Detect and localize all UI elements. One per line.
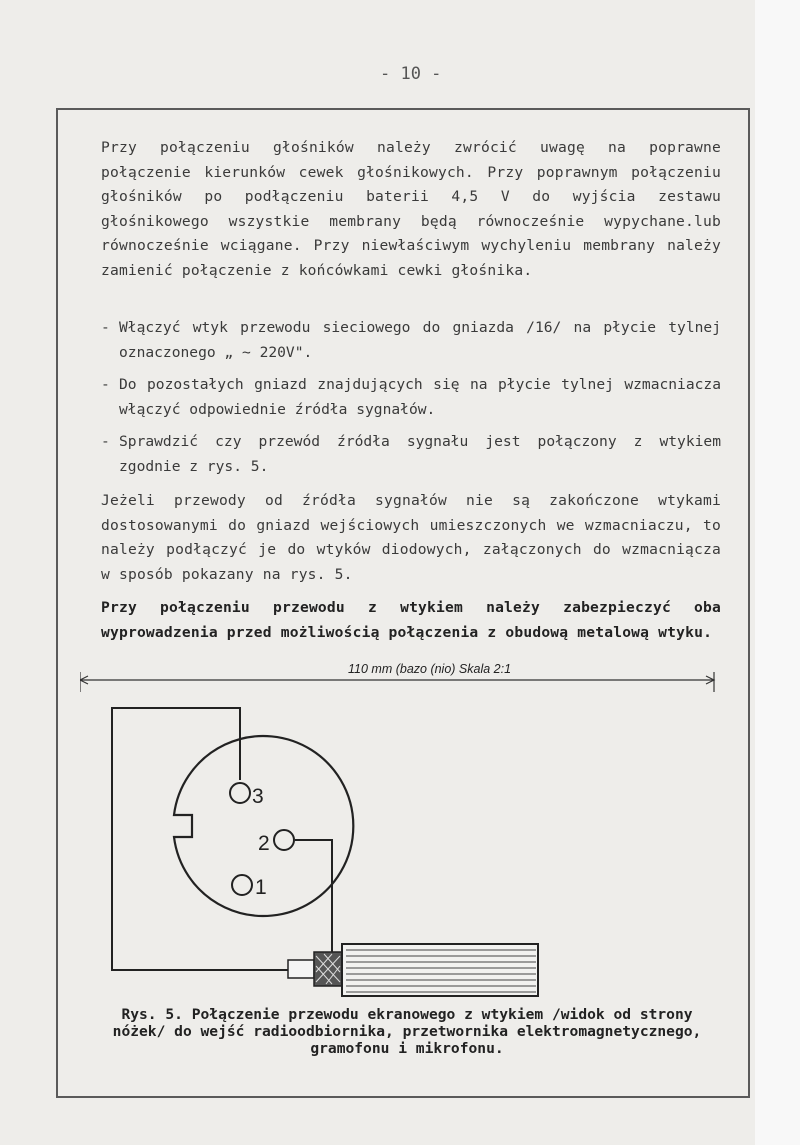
paragraph-plug-safety: Przy połączeniu przewodu z wtykiem należy zabezpieczyć oba wyprowadzenia przed możliwością połączenia z obudową metalową wtyku. xyxy=(101,599,721,641)
pin-1-socket xyxy=(232,875,252,895)
list-item-text: Sprawdzić czy przewód źródła sygnału jest połączony z wtykiem zgodnie z rys. 5. xyxy=(119,433,721,475)
pin-2-label: 2 xyxy=(258,832,270,855)
dimension-line xyxy=(80,662,720,694)
page-edge xyxy=(755,0,800,1145)
plug-wiring-diagram xyxy=(100,700,560,1000)
pin-3-label: 3 xyxy=(252,785,264,808)
list-item-text: Włączyć wtyk przewodu sieciowego do gniazda /16/ na płycie tylnej oznaczonego „ ~ 220V". xyxy=(119,319,721,361)
paragraph-input-plugs: Jeżeli przewody od źródła sygnałów nie są zakończone wtykami dostosowanymi do gniazd wejściowych umieszczonych we wzmacniaczu, to należy podłączyć je do wtyków diodowych, załączonych do wzmacniącza w sposób pokazany na rys. 5. xyxy=(101,492,721,583)
list-item xyxy=(101,373,721,422)
bullet-dash: - xyxy=(101,376,110,393)
pin-3-socket xyxy=(230,783,250,803)
page-number: - 10 - xyxy=(380,64,442,84)
pin-2-socket xyxy=(274,830,294,850)
pin-1-label: 1 xyxy=(255,876,267,899)
list-item xyxy=(101,316,721,365)
cable-jacket xyxy=(342,944,538,996)
paragraph-speaker-connection: Przy połączeniu głośników należy zwrócić uwagę na poprawne połączenie kierunków cewek głośnikowych. Przy poprawnym połączeniu głośników po podłączeniu baterii 4,5 V do wyjścia zestawu głośnikowego wszystkie membrany będą równocześnie wypychane.lub równocześnie wciągane. Przy niewłaściwym wychyleniu membrany należy zamienić połączenie z końcówkami cewki głośnika. xyxy=(101,139,721,279)
bullet-dash: - xyxy=(101,319,110,336)
figure-caption: Rys. 5. Połączenie przewodu ekranowego z wtykiem /widok od strony nóżek/ do wejść radioodbiornika, przetwornika elektromagnetycznego, gramofonu i mikrofonu. xyxy=(112,1006,702,1057)
list-item-text: Do pozostałych gniazd znajdujących się na płycie tylnej wzmacniacza włączyć odpowiednie źródła sygnałów. xyxy=(119,376,721,418)
bullet-dash: - xyxy=(101,433,110,450)
list-item xyxy=(101,430,721,479)
cable-core xyxy=(288,960,314,978)
dimension-label: 110 mm (bazo (nio) Skala 2:1 xyxy=(348,662,512,676)
